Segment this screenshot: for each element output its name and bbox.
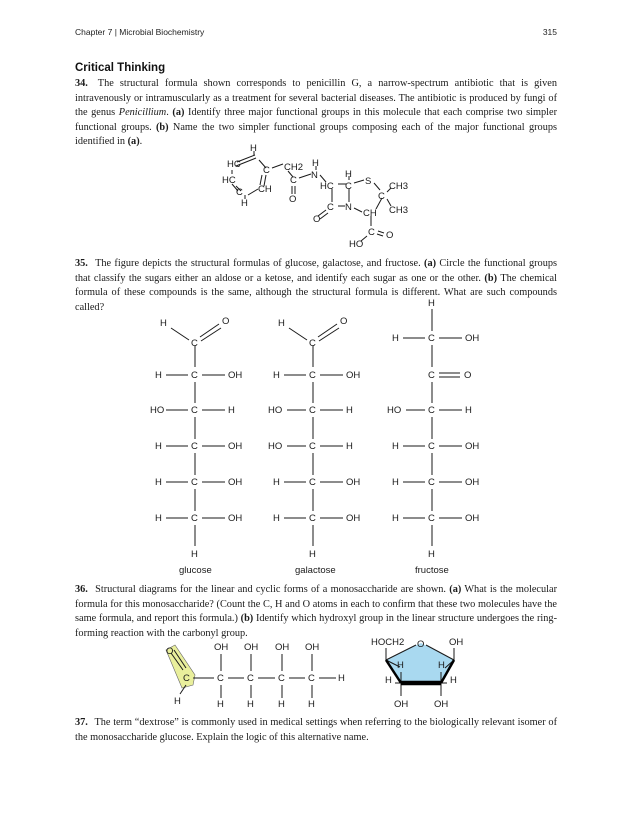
atom-label: HC <box>320 181 334 192</box>
atom-label: H <box>250 143 257 154</box>
atom-label: OH <box>465 477 480 488</box>
atom-label: H <box>392 513 399 524</box>
atom-label: H <box>312 158 319 169</box>
chapter-label: Chapter 7 | Microbial Biochemistry <box>75 27 205 37</box>
atom-label: H <box>278 318 285 329</box>
atom-label: OH <box>228 513 243 524</box>
atom-label: OH <box>346 477 361 488</box>
atom-label: C <box>309 477 316 488</box>
atom-label: C <box>428 370 435 381</box>
atom-label: OH <box>346 513 361 524</box>
atom-label: C <box>428 441 435 452</box>
atom-label: OH <box>228 477 243 488</box>
part-marker: (b) <box>156 121 169 133</box>
atom-label: O <box>289 194 297 205</box>
atom-label: H <box>346 405 353 416</box>
atom-label: C <box>191 513 198 524</box>
part-marker: (a) <box>424 258 437 269</box>
atom-label: H <box>174 696 181 707</box>
sugar-name-glucose: glucose <box>179 565 212 576</box>
atom-label: H <box>338 673 345 684</box>
atom-label: OH <box>228 370 243 381</box>
atom-label: H <box>278 699 285 710</box>
atom-label: N <box>311 170 318 181</box>
question-number: 37. <box>75 717 88 728</box>
atom-label: C <box>290 175 297 186</box>
atom-label: H <box>308 699 315 710</box>
question-text: The chemical formula of these compounds is the same, although the structural formula is different. What are such compounds called? <box>75 272 557 313</box>
atom-label: C <box>345 181 352 192</box>
atom-label: O <box>386 230 394 241</box>
atom-label: H <box>385 675 392 686</box>
atom-label: C <box>278 673 285 684</box>
atom-label: H <box>155 477 162 488</box>
atom-label: C <box>428 333 435 344</box>
atom-label: C <box>428 477 435 488</box>
atom-label: CH3 <box>389 205 409 216</box>
atom-label: HC <box>222 175 236 186</box>
atom-label: HO <box>387 405 402 416</box>
atom-label: H <box>465 405 472 416</box>
atom-label: HO <box>150 405 165 416</box>
atom-label: OH <box>244 642 259 653</box>
atom-label: H <box>392 441 399 452</box>
atom-label: OH <box>465 441 480 452</box>
question-text: Circle the functional groups that classify the sugars either an aldose or a ketose, and identify each sugar as one or the other. <box>75 258 558 284</box>
atom-label: CH <box>363 208 377 219</box>
atom-label: H <box>155 441 162 452</box>
atom-label: CH3 <box>389 181 409 192</box>
question-number: 35. <box>75 258 88 269</box>
atom-label: H <box>228 405 235 416</box>
atom-label: H <box>241 198 248 209</box>
atom-label: HO <box>268 441 283 452</box>
atom-label: OH <box>465 513 480 524</box>
question-number: 36. <box>75 584 88 595</box>
atom-label: H <box>392 333 399 344</box>
atom-label: C <box>368 227 375 238</box>
atom-label: C <box>191 477 198 488</box>
sugar-name-galactose: galactose <box>295 565 336 576</box>
question-text: Identify which hydroxyl group in the linear structure undergoes the ring-forming reaction with the carbonyl group. <box>75 613 558 639</box>
atom-label: H <box>273 513 280 524</box>
atom-label: C <box>263 165 270 176</box>
atom-label: C <box>191 441 198 452</box>
part-marker: (a) <box>449 584 462 595</box>
atom-label: C <box>217 673 224 684</box>
atom-label: O <box>222 316 230 327</box>
atom-label: C <box>428 513 435 524</box>
atom-label: H <box>160 318 167 329</box>
atom-label: H <box>155 513 162 524</box>
atom-label: O <box>464 370 472 381</box>
atom-label: H <box>438 660 445 671</box>
atom-label: C <box>191 370 198 381</box>
part-marker: (b) <box>484 272 498 284</box>
atom-label: C <box>378 191 385 202</box>
atom-label: C <box>309 513 316 524</box>
atom-label: C <box>327 202 334 213</box>
atom-label: H <box>345 169 352 180</box>
question-text: What is the molecular formula for this monosaccharide? (Count the C, H and O atoms in each to confirm that these two molecules have the same formula, and report this formula.) <box>75 584 557 625</box>
atom-label: OH <box>449 637 464 648</box>
atom-label: C <box>247 673 254 684</box>
atom-label: H <box>392 477 399 488</box>
atom-label: HOCH2 <box>371 637 405 648</box>
atom-label: C <box>309 441 316 452</box>
part-marker: (a) <box>172 107 185 119</box>
question-text: The term “dextrose” is commonly used in medical settings when referring to the biologically relevant isomer of the monosaccharide glucose. Explain the logic of this alternative name. <box>75 717 557 743</box>
atom-label: H <box>397 660 404 671</box>
question-text: . <box>166 107 173 119</box>
question-number: 34. <box>75 78 88 89</box>
atom-label: C <box>309 405 316 416</box>
atom-label: H <box>309 549 316 560</box>
atom-label: O <box>313 214 321 225</box>
atom-label: OH <box>275 642 290 653</box>
atom-label: H <box>217 699 224 710</box>
atom-label: CH <box>258 184 272 195</box>
question-text: Identify three major functional groups in this molecule that each comprise two simpler functional groups. <box>75 107 557 133</box>
section-title: Critical Thinking <box>75 62 166 74</box>
question-text: The figure depicts the structural formulas of glucose, galactose, and fructose. <box>95 258 425 269</box>
question-text: Structural diagrams for the linear and cyclic forms of a monosaccharide are shown. <box>95 584 450 595</box>
atom-label: H <box>273 477 280 488</box>
atom-label: OH <box>394 699 409 710</box>
question-text: . <box>139 136 143 148</box>
atom-label: OH <box>228 441 243 452</box>
question-37 <box>75 716 557 745</box>
atom-label: H <box>428 549 435 560</box>
question-text: The structural formula shown corresponds to penicillin G, a narrow-spectrum antibiotic that is given intravenously or intramuscularly as a treatment for several bacterial diseases. The antibiotic is produced by fungi of the genus <box>75 78 557 119</box>
atom-label: O <box>417 639 425 650</box>
atom-label: N <box>345 202 352 213</box>
atom-label: C <box>183 673 190 684</box>
sugar-name-fructose: fructose <box>415 565 449 576</box>
atom-label: O <box>340 316 348 327</box>
atom-label: OH <box>434 699 449 710</box>
part-marker: (a) <box>127 136 140 148</box>
page-number: 315 <box>542 27 557 37</box>
atom-label: HC <box>227 159 241 170</box>
atom-label: CH2 <box>284 162 304 173</box>
atom-label: H <box>346 441 353 452</box>
atom-label: C <box>236 187 243 198</box>
atom-label: H <box>155 370 162 381</box>
atom-label: H <box>428 298 435 309</box>
atom-label: OH <box>346 370 361 381</box>
atom-label: C <box>191 338 198 349</box>
atom-label: H <box>273 370 280 381</box>
atom-label: O <box>166 646 174 657</box>
atom-label: OH <box>465 333 480 344</box>
atom-label: OH <box>305 642 320 653</box>
part-marker: (b) <box>240 613 254 625</box>
atom-label: C <box>309 370 316 381</box>
atom-label: C <box>191 405 198 416</box>
genus-name: Penicillium <box>118 107 167 119</box>
atom-label: C <box>308 673 315 684</box>
atom-label: C <box>428 405 435 416</box>
atom-label: H <box>191 549 198 560</box>
atom-label: HO <box>268 405 283 416</box>
atom-label: H <box>450 675 457 686</box>
atom-label: OH <box>214 642 229 653</box>
question-text: Name the two simpler functional groups composing each of the major functional groups identified in <box>75 121 557 148</box>
atom-label: HO <box>349 239 364 250</box>
atom-label: H <box>247 699 254 710</box>
atom-label: C <box>309 338 316 349</box>
atom-label: S <box>365 176 372 187</box>
